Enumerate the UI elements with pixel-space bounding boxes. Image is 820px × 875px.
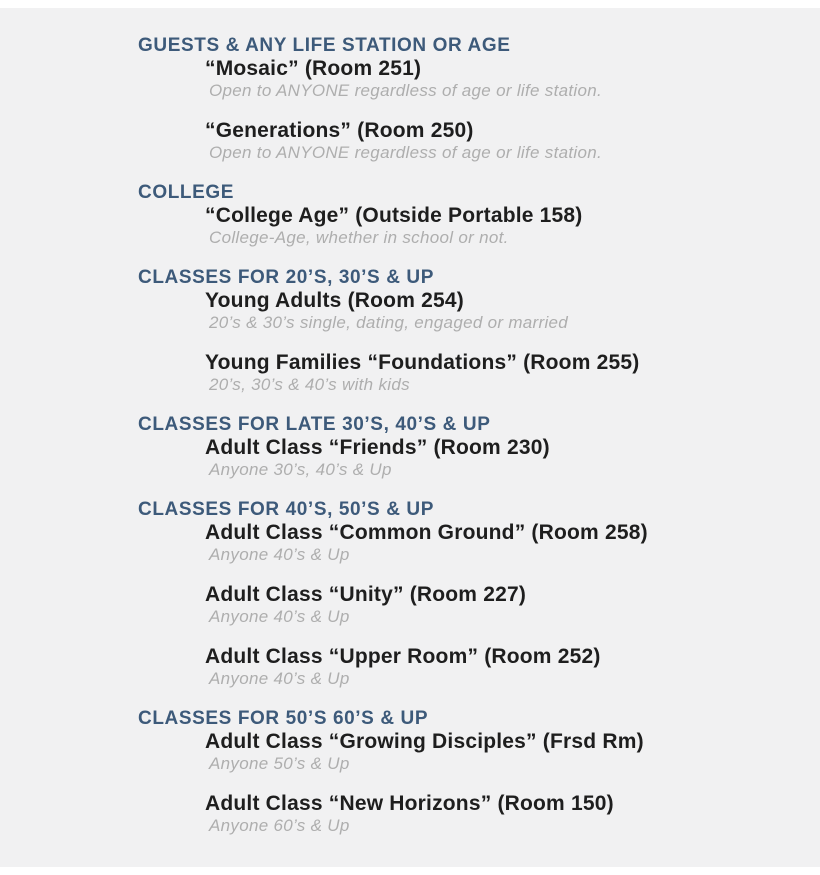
class-description: Open to ANYONE regardless of age or life station.: [209, 81, 602, 100]
class-description: Anyone 50’s & Up: [209, 754, 350, 773]
class-name: Adult Class “Common Ground” (Room 258): [205, 521, 648, 544]
class-item: [205, 204, 800, 247]
class-name: Young Adults (Room 254): [205, 289, 464, 312]
class-item: [205, 436, 800, 479]
section-40s-50s-up: [138, 498, 800, 688]
section-50s-60s-up: [138, 707, 800, 835]
class-description: Anyone 60’s & Up: [209, 816, 350, 835]
section-header: CLASSES FOR LATE 30’S, 40’S & UP: [138, 414, 491, 435]
section-classes: [138, 289, 800, 394]
class-description: 20’s & 30’s single, dating, engaged or married: [209, 313, 569, 332]
section-guests-any-life-station: [138, 34, 800, 162]
class-name: Adult Class “Upper Room” (Room 252): [205, 645, 601, 668]
class-description: Open to ANYONE regardless of age or life station.: [209, 143, 602, 162]
section-header: CLASSES FOR 40’S, 50’S & UP: [138, 499, 435, 520]
class-description: 20’s, 30’s & 40’s with kids: [209, 375, 410, 394]
section-late-30s-40s-up: [138, 413, 800, 479]
class-description: Anyone 40’s & Up: [209, 669, 350, 688]
class-name: “College Age” (Outside Portable 158): [205, 204, 583, 227]
class-name: Adult Class “Friends” (Room 230): [205, 436, 550, 459]
section-classes: [138, 730, 800, 835]
class-description: Anyone 30’s, 40’s & Up: [209, 460, 392, 479]
class-name: “Generations” (Room 250): [205, 119, 474, 142]
page-edge-bottom: [0, 867, 820, 875]
section-header: COLLEGE: [138, 182, 235, 203]
class-item: [205, 521, 800, 564]
section-20s-30s-up: [138, 266, 800, 394]
class-description: College-Age, whether in school or not.: [209, 228, 509, 247]
class-item: [205, 57, 800, 100]
class-item: [205, 730, 800, 773]
class-item: [205, 792, 800, 835]
section-classes: [138, 57, 800, 162]
class-item: [205, 351, 800, 394]
section-classes: [138, 204, 800, 247]
class-item: [205, 583, 800, 626]
class-item: [205, 645, 800, 688]
section-header: CLASSES FOR 20’S, 30’S & UP: [138, 267, 435, 288]
class-name: Adult Class “New Horizons” (Room 150): [205, 792, 614, 815]
class-name: “Mosaic” (Room 251): [205, 57, 422, 80]
class-name: Young Families “Foundations” (Room 255): [205, 351, 640, 374]
section-classes: [138, 436, 800, 479]
class-description: Anyone 40’s & Up: [209, 607, 350, 626]
class-item: [205, 119, 800, 162]
class-name: Adult Class “Unity” (Room 227): [205, 583, 527, 606]
class-description: Anyone 40’s & Up: [209, 545, 350, 564]
section-college: [138, 181, 800, 247]
section-header: CLASSES FOR 50’S 60’S & UP: [138, 708, 429, 729]
class-item: [205, 289, 800, 332]
class-name: Adult Class “Growing Disciples” (Frsd Rm): [205, 730, 644, 753]
section-classes: [138, 521, 800, 688]
section-header: GUESTS & ANY LIFE STATION OR AGE: [138, 35, 511, 56]
